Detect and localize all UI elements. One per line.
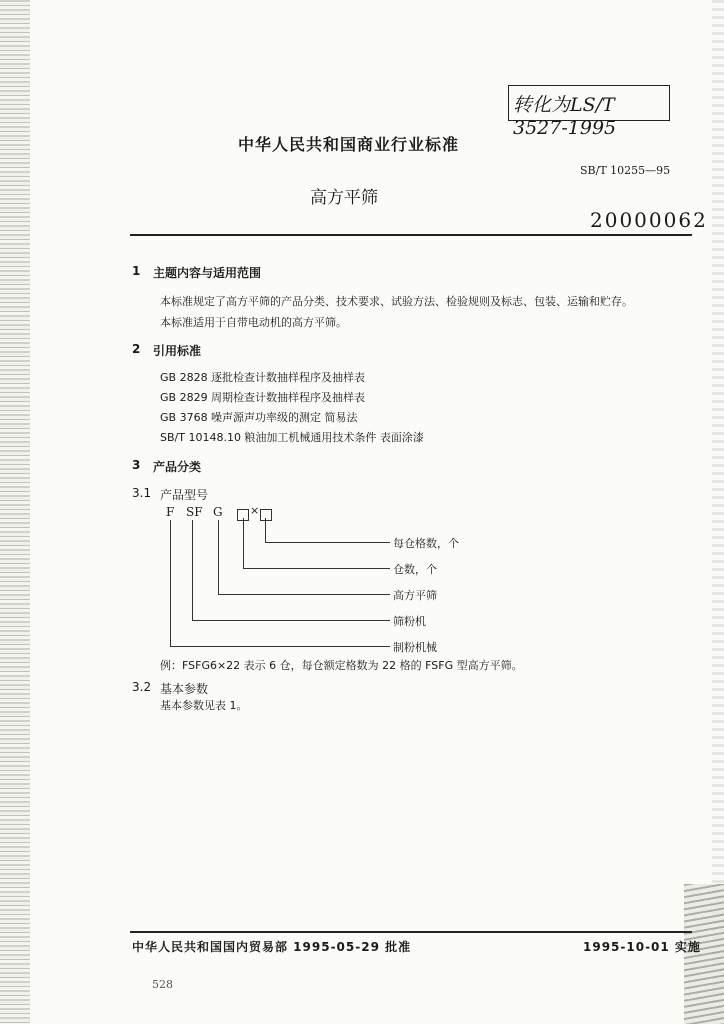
section-2-number: 2: [132, 342, 141, 356]
section-3-2-number: 3.2: [132, 680, 152, 694]
section-1-number: 1: [132, 264, 141, 278]
header-rule: [130, 234, 692, 236]
code-label: 高方平筛: [393, 589, 437, 602]
section-1-heading: 主题内容与适用范围: [153, 266, 262, 280]
page-number: 528: [152, 978, 173, 991]
stamp-text: 转化为LS/T 3527-1995: [513, 94, 617, 139]
standard-code: SB/T 10255—95: [580, 164, 671, 177]
reference-item: GB 2829 周期检查计数抽样程序及抽样表: [160, 391, 366, 404]
scan-edge-right: [712, 0, 724, 1024]
section-1-para-1: 本标准规定了高方平筛的产品分类、技术要求、试验方法、检验规则及标志、包装、运输和贮存。: [160, 295, 633, 308]
document-title: 高方平筛: [310, 188, 378, 208]
code-label: 每仓格数，个: [393, 537, 459, 550]
section-1-para-2: 本标准适用于自带电动机的高方平筛。: [160, 316, 347, 329]
scan-edge-left: [0, 0, 30, 1024]
code-label: 筛粉机: [393, 615, 426, 628]
code-label: 制粉机械: [393, 641, 437, 654]
reference-item: GB 3768 噪声源声功率级的测定 简易法: [160, 411, 358, 424]
section-3-1-heading: 产品型号: [160, 488, 209, 502]
model-example: 例：FSFG6×22 表示 6 仓，每仓额定格数为 22 格的 FSFG 型高方平筛。: [160, 659, 523, 672]
code-label: 仓数，个: [393, 563, 437, 576]
section-3-1-number: 3.1: [132, 486, 152, 500]
reference-item: SB/T 10148.10 粮油加工机械通用技术条件 表面涂漆: [160, 431, 424, 444]
code-letter: SF: [186, 505, 203, 519]
approval-line: 中华人民共和国国内贸易部 1995-05-29 批准: [132, 940, 412, 954]
org-title: 中华人民共和国商业行业标准: [238, 135, 460, 154]
reference-item: GB 2828 逐批检查计数抽样程序及抽样表: [160, 371, 366, 384]
section-3-heading: 产品分类: [153, 460, 202, 474]
conversion-stamp: [508, 85, 670, 139]
placeholder-box: [260, 504, 272, 523]
section-3-number: 3: [132, 458, 141, 472]
footer-rule: [130, 931, 692, 933]
section-2-heading: 引用标准: [153, 344, 202, 358]
section-3-2-text: 基本参数见表 1。: [160, 699, 248, 712]
serial-number: 20000062: [590, 208, 708, 232]
times-sign: ×: [250, 504, 260, 517]
code-letter: F: [166, 505, 175, 519]
effective-date: 1995-10-01 实施: [583, 940, 701, 954]
code-letter: G: [213, 505, 223, 519]
section-3-2-heading: 基本参数: [160, 682, 209, 696]
